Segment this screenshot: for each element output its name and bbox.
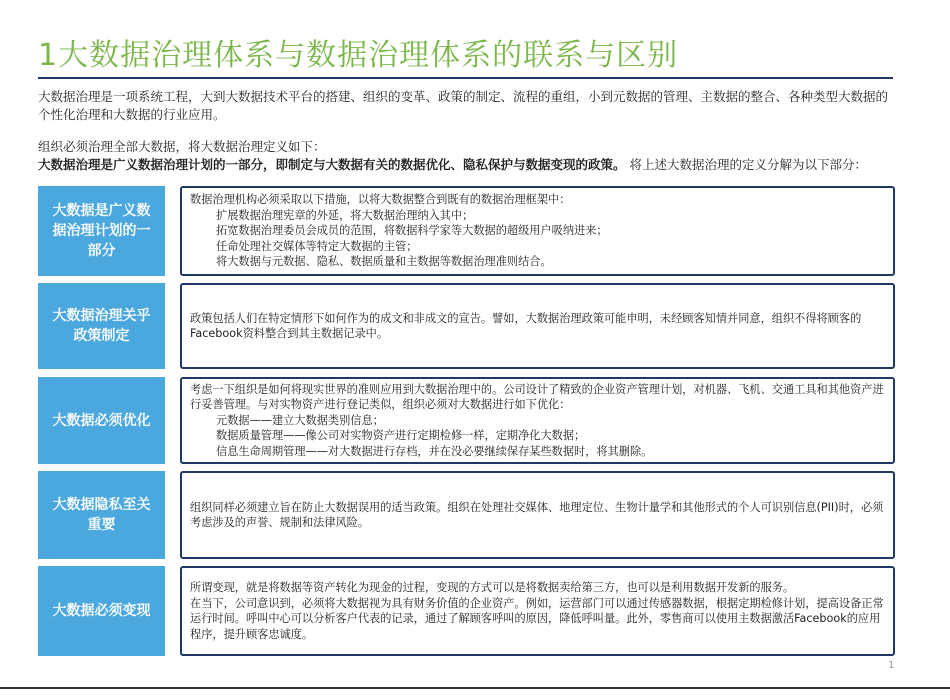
title-divider — [38, 77, 893, 79]
definition-text: 大数据治理是广义数据治理计划的一部分，即制定与大数据有关的数据优化、隐私保护与数据变现的政策。 — [38, 157, 626, 172]
section-content-box — [180, 471, 895, 559]
content-line: 组织同样必须建立旨在防止大数据误用的适当政策。组织在处理社交媒体、地理定位、生物计量学和其他形式的个人可识别信息(PII)时，必须考虑涉及的声誉、规制和法律风险。 — [190, 500, 884, 529]
section-content-box — [180, 283, 895, 369]
content-line: 政策包括人们在特定情形下如何作为的成文和非成文的宣告。譬如，大数据治理政策可能申明，未经顾客知情并同意，组织不得将顾客的Facebook资料整合到其主数据记录中。 — [190, 311, 862, 340]
intro-section — [38, 88, 893, 174]
page-number: 1 — [888, 660, 895, 671]
intro-paragraph-3 — [38, 156, 893, 174]
section-content-box — [180, 186, 895, 276]
content-line: 数据质量管理——像公司对实物资产进行定期检修一样，定期净化大数据； — [216, 429, 586, 443]
section-label: 大数据是广义数据治理计划的一部分 — [38, 186, 165, 276]
section-row — [38, 566, 895, 656]
content-line: 数据治理机构必须采取以下措施，以将大数据整合到既有的数据治理框架中： — [190, 193, 571, 207]
intro-paragraph-1: 大数据治理是一项系统工程，大到大数据技术平台的搭建、组织的变革、政策的制定、流程的重组，小到元数据的管理、主数据的整合、各种类型大数据的个性化治理和大数据的行业应用。 — [38, 89, 889, 122]
content-line: 扩展数据治理宪章的外延，将大数据治理纳入其中； — [216, 208, 474, 222]
content-line: 元数据——建立大数据类别信息； — [216, 413, 384, 427]
section-label: 大数据必须变现 — [38, 566, 165, 656]
intro-paragraph-2: 组织必须治理全部大数据，将大数据治理定义如下： — [38, 139, 326, 154]
section-row — [38, 471, 895, 559]
section-row — [38, 377, 895, 464]
section-label: 大数据治理关乎政策制定 — [38, 283, 165, 369]
footer-divider — [0, 687, 950, 689]
section-content-box — [180, 566, 895, 656]
page-title: 1大数据治理体系与数据治理体系的联系与区别 — [38, 38, 679, 73]
content-line: 信息生命周期管理——对大数据进行存档，并在没必要继续保存某些数据时，将其删除。 — [216, 444, 653, 458]
definition-followup: 将上述大数据治理的定义分解为以下部分： — [625, 157, 867, 172]
content-line: 所谓变现，就是将数据等资产转化为现金的过程，变现的方式可以是将数据卖给第三方，也可以是利用数据开发新的服务。 — [190, 581, 795, 594]
content-line: 将大数据与元数据、隐私、数据质量和主数据等数据治理准则结合。 — [216, 255, 552, 269]
content-line: 考虑一下组织是如何将现实世界的准则应用到大数据治理中的。公司设计了精致的企业资产管理计划，对机器、飞机、交通工具和其他资产进行妥善管理。与对实物资产进行登记类似，组织必须对大数据进行如下优化： — [190, 382, 884, 412]
content-line: 任命处理社交媒体等特定大数据的主管； — [216, 239, 418, 253]
content-line: 在当下，公司意识到，必须将大数据视为具有财务价值的企业资产。例如，运营部门可以通过传感器数据，根据定期检修计划，提高设备正常运行时间。呼叫中心可以分析客户代表的记录，通过了解顾客呼叫的原因，降低呼叫量。此外，零售商可以使用主数据激活Facebook的应用程序，提升顾客忠诚度。 — [190, 596, 884, 641]
content-line: 拓宽数据治理委员会成员的范围，将数据科学家等大数据的超级用户吸纳进来； — [216, 224, 608, 238]
section-row — [38, 283, 895, 369]
section-label: 大数据隐私至关重要 — [38, 471, 165, 559]
section-row — [38, 186, 895, 276]
section-content-box — [180, 377, 895, 464]
section-label: 大数据必须优化 — [38, 377, 165, 464]
